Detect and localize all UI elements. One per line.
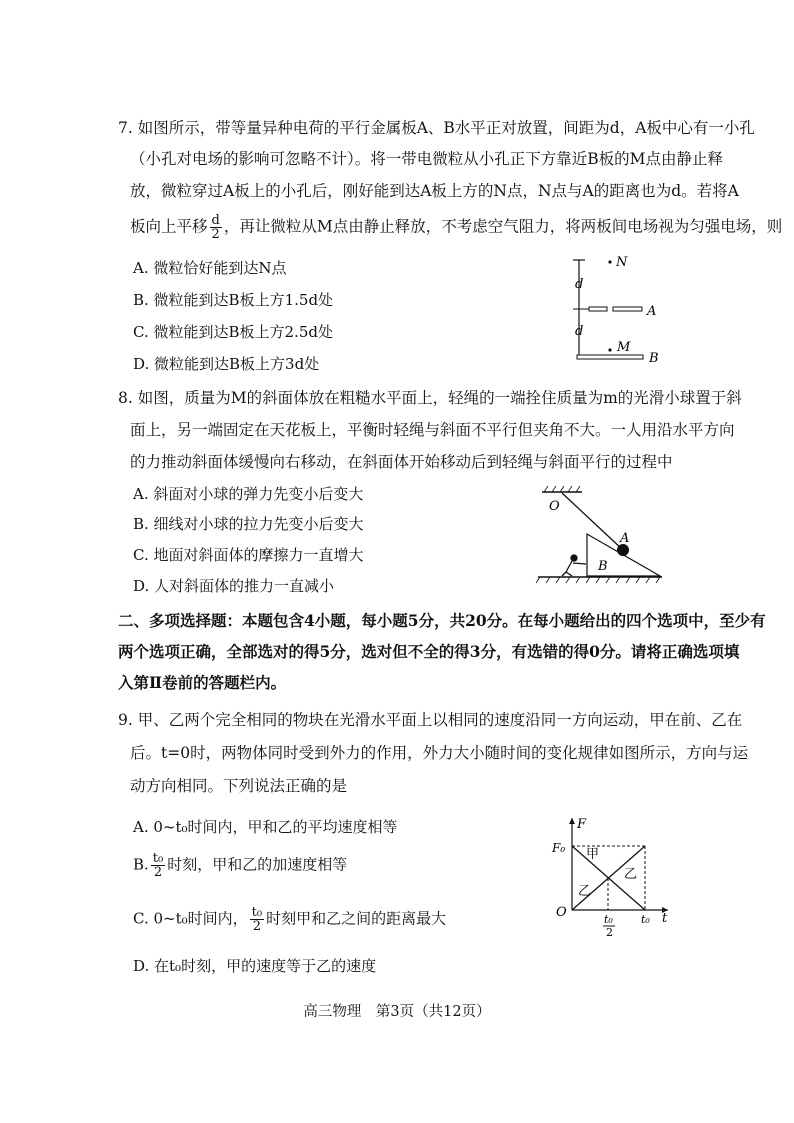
- q9-force-graph: [550, 812, 675, 937]
- q8-label-o: O: [549, 499, 560, 514]
- section2-line3: 入第Ⅱ卷前的答题栏内。: [118, 673, 287, 692]
- q7-option-b: B. 微粒能到达B板上方1.5d处: [133, 291, 334, 309]
- q7-plate-b: [577, 355, 643, 359]
- q7-point-n: [608, 260, 611, 263]
- q7-plate-a-left: [589, 307, 607, 311]
- page-footer: 高三物理 第3页（共12页）: [303, 1004, 491, 1020]
- q7-plate-a-right: [613, 307, 642, 311]
- q9-option-d: D. 在t₀时刻，甲的速度等于乙的速度: [133, 957, 377, 975]
- q9-line3: 动方向相同。下列说法正确的是: [130, 777, 348, 795]
- q7-line4-pre: 板向上平移: [130, 217, 208, 236]
- q7-line1: 7. 如图所示，带等量异种电荷的平行金属板A、B水平正对放置，间距为d，A板中心有一小孔: [118, 119, 755, 137]
- q9-option-c: [133, 906, 446, 933]
- q9-line2: 后。t=0时，两物体同时受到外力的作用，外力大小随时间的变化规律如图所示，方向与运: [130, 744, 749, 762]
- q7-option-d: D. 微粒能到达B板上方3d处: [133, 355, 320, 373]
- q9-label-half-num: t₀: [604, 913, 613, 926]
- q9-option-c-post: 时刻甲和乙之间的距离最大: [266, 909, 447, 928]
- q9-option-a: A. 0~t₀时间内，甲和乙的平均速度相等: [133, 818, 398, 836]
- q7-frac-num: d: [211, 213, 220, 228]
- q8-label-a: A: [620, 531, 630, 546]
- q9-option-b-post: 时刻，甲和乙的加速度相等: [167, 855, 348, 874]
- q8-incline-figure: [530, 480, 665, 590]
- q9-option-c-fraction: [250, 906, 264, 933]
- q7-line4-post: ，再让微粒从M点由静止释放，不考虑空气阻力，将两板间电场视为匀强电场，则: [223, 217, 783, 236]
- q9-option-b: [133, 852, 347, 879]
- q7-point-m: [608, 348, 611, 351]
- q7-line3: 放，微粒穿过A板上的小孔后，刚好能到达A板上方的N点，N点与A的距离也为d。若将A: [130, 182, 739, 200]
- q7-label-d2: d: [575, 324, 584, 339]
- q9-label-half-den: 2: [606, 926, 613, 937]
- q7-label-b: B: [649, 351, 659, 366]
- q8-line2: 面上，另一端固定在天花板上，平衡时轻绳与斜面不平行但夹角不大。一人用沿水平方向: [130, 421, 735, 439]
- q9-label-t: t: [662, 911, 668, 926]
- q9-line1: 9. 甲、乙两个完全相同的物块在光滑水平面上以相同的速度沿同一方向运动，甲在前、乙在: [118, 711, 743, 729]
- q7-label-m: M: [617, 340, 631, 355]
- q7-line2: （小孔对电场的影响可忽略不计）。将一带电微粒从小孔正下方靠近B板的M点由静止释: [130, 150, 724, 168]
- q8-label-b: B: [598, 559, 608, 574]
- q9-label-jia: 甲: [586, 847, 600, 862]
- q7-label-a: A: [647, 304, 657, 319]
- q7-label-n: N: [616, 255, 628, 270]
- q8-option-c: C. 地面对斜面体的摩擦力一直增大: [133, 546, 364, 564]
- q9-label-yi-2: 乙: [624, 867, 638, 882]
- q7-capacitor-figure: [565, 252, 675, 370]
- q8-line1: 8. 如图，质量为M的斜面体放在粗糙水平面上，轻绳的一端拴住质量为m的光滑小球置于斜: [118, 389, 742, 407]
- q9-label-yi-1: 乙: [578, 884, 592, 899]
- q9-option-b-frac-den: 2: [153, 865, 163, 880]
- q9-label-f0: F₀: [552, 841, 566, 855]
- q9-option-c-frac-den: 2: [252, 919, 261, 934]
- q9-label-t0: t₀: [641, 913, 650, 926]
- q7-option-a: A. 微粒恰好能到达N点: [133, 259, 287, 277]
- q7-label-d1: d: [575, 277, 584, 292]
- q9-option-b-fraction: [151, 852, 165, 879]
- q8-option-b: B. 细线对小球的拉力先变小后变大: [133, 515, 364, 533]
- q7-frac-den: 2: [211, 227, 220, 242]
- q8-option-a: A. 斜面对小球的弹力先变小后变大: [133, 485, 364, 503]
- q8-line3: 的力推动斜面体缓慢向右移动，在斜面体开始移动后到轻绳与斜面平行的过程中: [130, 453, 673, 471]
- q7-option-c: C. 微粒能到达B板上方2.5d处: [133, 323, 333, 341]
- q9-option-c-frac-num: t₀: [251, 905, 263, 920]
- q7-fraction: [210, 214, 222, 241]
- q7-line4: [130, 214, 782, 241]
- q9-label-o: O: [556, 905, 567, 920]
- section2-line2: 两个选项正确，全部选对的得5分，选对但不全的得3分，有选错的得0分。请将正确选项填: [118, 642, 740, 661]
- q9-option-c-pre: C. 0~t₀时间内，: [133, 909, 248, 928]
- q8-option-d: D. 人对斜面体的推力一直减小: [133, 577, 335, 595]
- q8-person: [562, 555, 586, 576]
- q9-label-f: F: [577, 817, 587, 832]
- q9-option-b-pre: B.: [133, 855, 149, 874]
- q9-option-b-frac-num: t₀: [152, 851, 164, 866]
- section2-line1: 二、多项选择题：本题包含4小题，每小题5分，共20分。在每小题给出的四个选项中，至少有: [118, 611, 766, 630]
